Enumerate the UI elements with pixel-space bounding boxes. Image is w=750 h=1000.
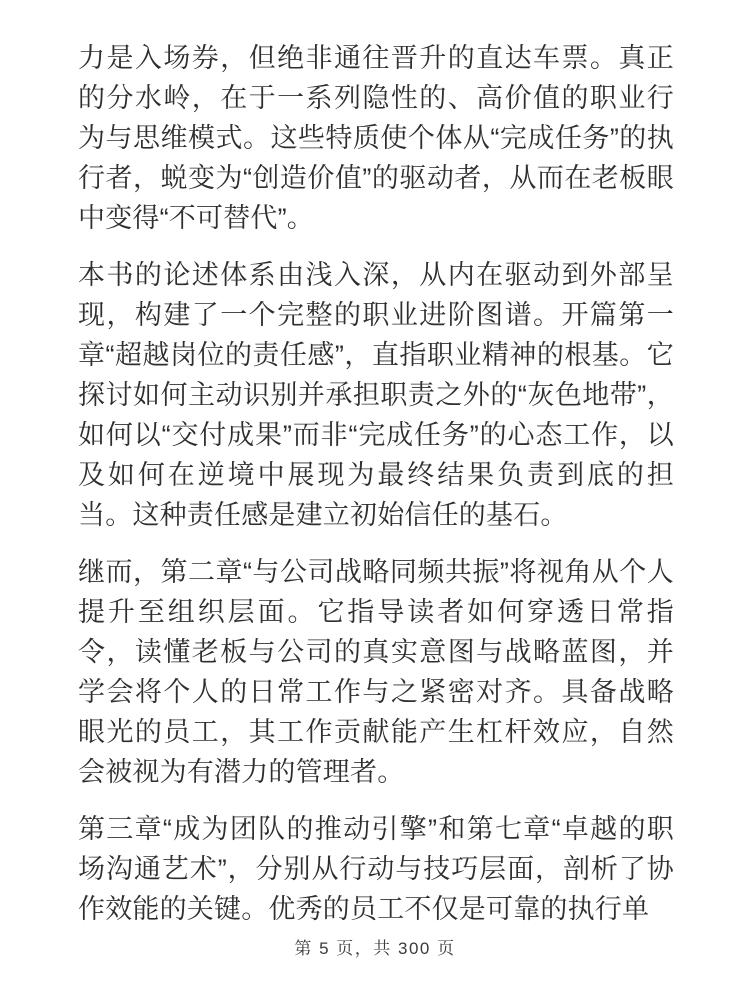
page-indicator: 第 5 页，共 300 页 — [294, 939, 456, 958]
body-paragraph: 第三章“成为团队的推动引擎”和第七章“卓越的职场沟通艺术”，分别从行动与技巧层面，剖析了协作效能的关键。优秀的员工不仅是可靠的执行单 — [78, 814, 674, 924]
body-paragraph: 力是入场券，但绝非通往晋升的直达车票。真正的分水岭，在于一系列隐性的、高价值的职业行为与思维模式。这些特质使个体从“完成任务”的执行者，蜕变为“创造价值”的驱动者，从而在老板眼中变得“不可替代”。 — [78, 43, 674, 233]
body-paragraph: 继而，第二章“与公司战略同频共振”将视角从个人提升至组织层面。它指导读者如何穿透日常指令，读懂老板与公司的真实意图与战略蓝图，并学会将个人的日常工作与之紧密对齐。具备战略眼光的员工，其工作贡献能产生杠杆效应，自然会被视为有潜力的管理者。 — [78, 557, 674, 787]
body-paragraph: 本书的论述体系由浅入深，从内在驱动到外部呈现，构建了一个完整的职业进阶图谱。开篇第一章“超越岗位的责任感”，直指职业精神的根基。它探讨如何主动识别并承担职责之外的“灰色地带”，如何以“交付成果”而非“完成任务”的心态工作，以及如何在逆境中展现为最终结果负责到底的担当。这种责任感是建立初始信任的基石。 — [78, 260, 674, 530]
page-footer — [0, 934, 750, 959]
